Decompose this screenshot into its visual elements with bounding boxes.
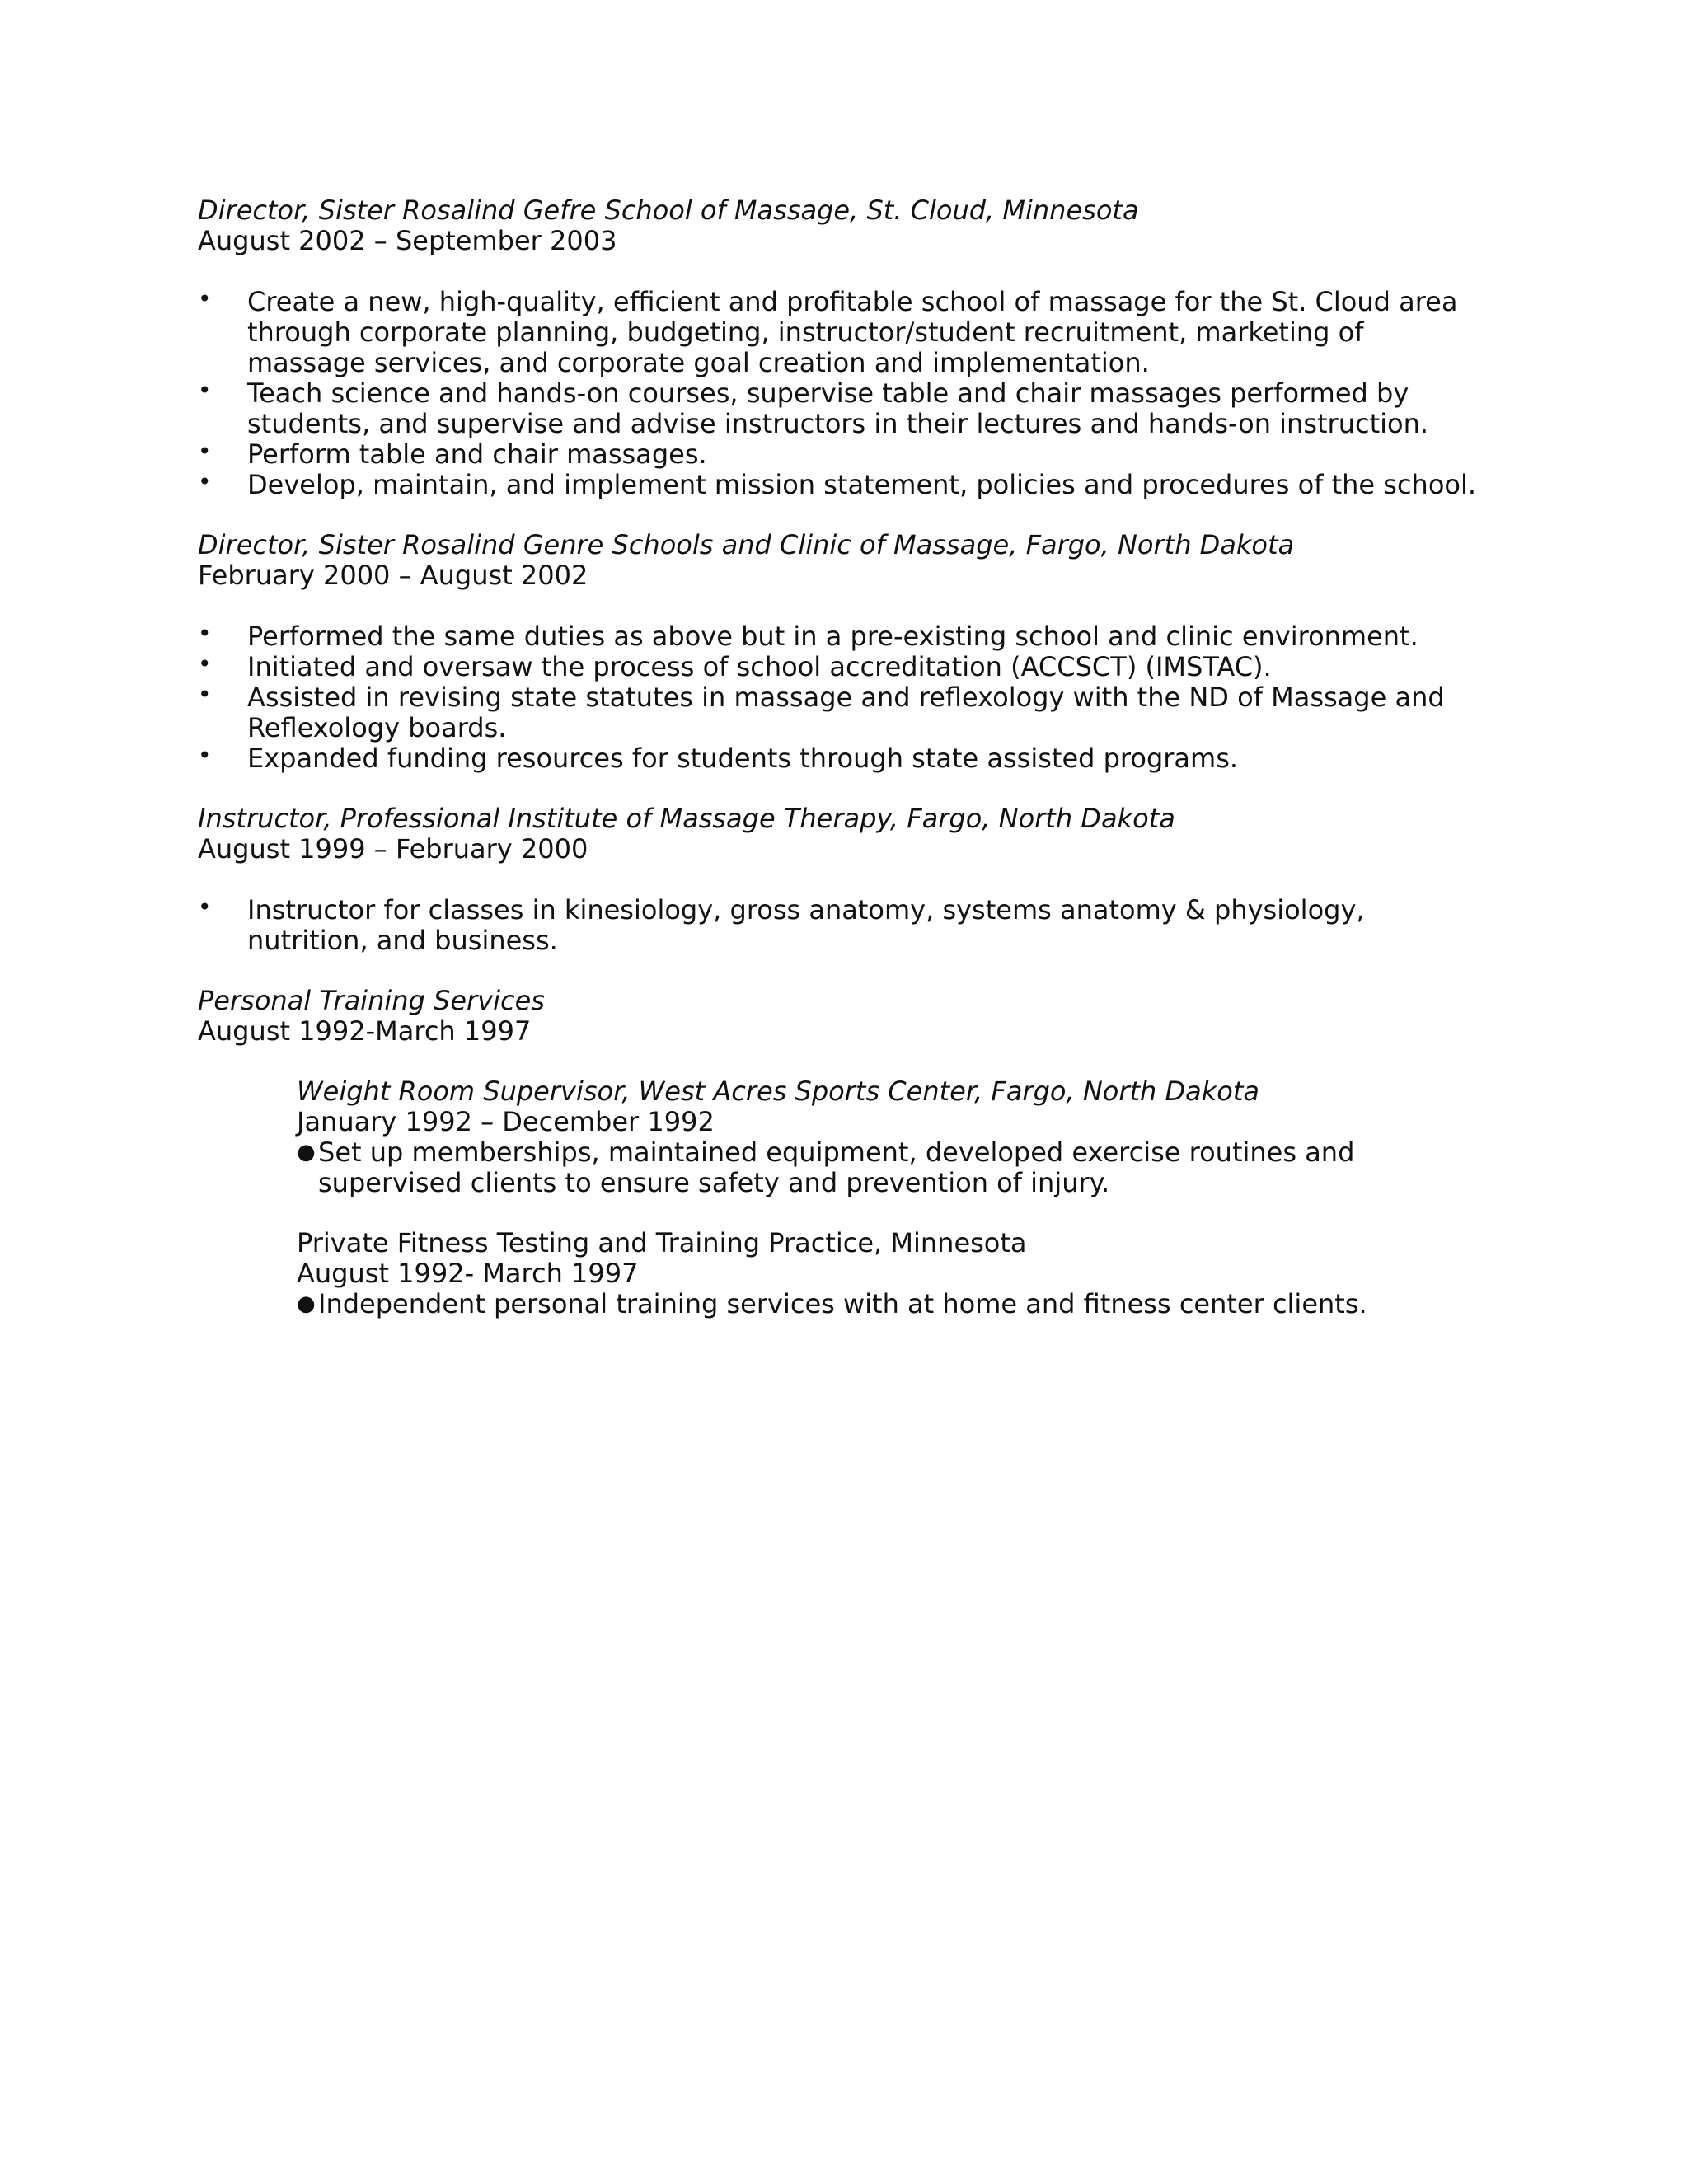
sub-job-bullet — [297, 1289, 1484, 1319]
job-dates: February 2000 – August 2002 — [198, 560, 588, 591]
sub-job-title: Private Fitness Testing and Training Practice, Minnesota — [297, 1227, 1027, 1258]
personal-training-entry — [198, 986, 1484, 1319]
experience-section — [198, 195, 1484, 1349]
job-bullet — [198, 287, 1484, 378]
job-entry — [198, 530, 1484, 774]
bullet-text: Develop, maintain, and implement mission statement, policies and procedures of the school. — [247, 469, 1477, 500]
bullet-icon: ● — [297, 1140, 316, 1165]
job-bullet — [198, 470, 1484, 500]
job-title: Director, Sister Rosalind Gefre School of Massage, St. Cloud, Minnesota — [198, 194, 1139, 226]
bullet-text: Assisted in revising state statutes in massage and reflexology with the ND of Massage and Reflexology boards. — [247, 682, 1445, 743]
bullet-icon: • — [198, 681, 212, 708]
bullet-text: Perform table and chair massages. — [247, 438, 707, 470]
bullet-icon: • — [198, 742, 212, 769]
bullet-icon: • — [198, 650, 212, 677]
bullet-text: Expanded funding resources for students through state assisted programs. — [247, 743, 1239, 774]
job-bullet — [198, 621, 1484, 652]
bullet-icon: • — [198, 377, 212, 404]
bullet-text: Set up memberships, maintained equipment, developed exercise routines and supervised clients to ensure safety and prevention of injury. — [318, 1137, 1355, 1198]
job-title: Director, Sister Rosalind Genre Schools and Clinic of Massage, Fargo, North Dakota — [198, 529, 1295, 560]
job-bullet — [198, 378, 1484, 439]
job-title: Personal Training Services — [198, 985, 545, 1016]
sub-job-bullet-list — [297, 1289, 1484, 1319]
job-bullet — [198, 682, 1484, 743]
sub-job-dates: January 1992 – December 1992 — [297, 1106, 715, 1137]
sub-job-bullet — [297, 1137, 1484, 1198]
job-title: Instructor, Professional Institute of Massage Therapy, Fargo, North Dakota — [198, 803, 1175, 834]
bullet-icon: ● — [297, 1291, 316, 1316]
sub-job-entry — [297, 1076, 1484, 1198]
job-dates: August 1999 – February 2000 — [198, 833, 588, 865]
job-bullet — [198, 439, 1484, 470]
job-bullet — [198, 652, 1484, 682]
job-dates: August 2002 – September 2003 — [198, 225, 617, 256]
bullet-icon: • — [198, 893, 212, 921]
bullet-icon: • — [198, 438, 212, 465]
bullet-text: Performed the same duties as above but in a pre-existing school and clinic environment. — [247, 621, 1418, 652]
bullet-icon: • — [198, 620, 212, 647]
job-bullet — [198, 743, 1484, 774]
job-entry — [198, 804, 1484, 956]
bullet-text: Independent personal training services with at home and fitness center clients. — [318, 1288, 1367, 1319]
sub-job-entry — [297, 1228, 1484, 1319]
job-bullet-list — [198, 895, 1484, 956]
sub-job-dates: August 1992- March 1997 — [297, 1258, 639, 1289]
sub-job-bullet-list — [297, 1137, 1484, 1198]
bullet-text: Teach science and hands-on courses, supervise table and chair massages performed by students, and supervise and advise instructors in their lectures and hands-on instruction. — [247, 377, 1429, 439]
job-bullet-list — [198, 287, 1484, 500]
bullet-text: Initiated and oversaw the process of school accreditation (ACCSCT) (IMSTAC). — [247, 651, 1272, 682]
sub-job-title: Weight Room Supervisor, West Acres Sports Center, Fargo, North Dakota — [297, 1076, 1259, 1107]
bullet-icon: • — [198, 285, 212, 312]
bullet-text: Create a new, high-quality, efficient and profitable school of massage for the St. Cloud area through corporate planning, budgeting, instructor/student recruitment, marketing of massage services, and corporate goal creation and implementation. — [247, 286, 1458, 378]
job-dates: August 1992-March 1997 — [198, 1015, 532, 1047]
bullet-icon: • — [198, 468, 212, 495]
bullet-text: Instructor for classes in kinesiology, gross anatomy, systems anatomy & physiology, nutrition, and business. — [247, 894, 1365, 956]
job-bullet — [198, 895, 1484, 956]
job-entry — [198, 195, 1484, 500]
job-bullet-list — [198, 621, 1484, 774]
